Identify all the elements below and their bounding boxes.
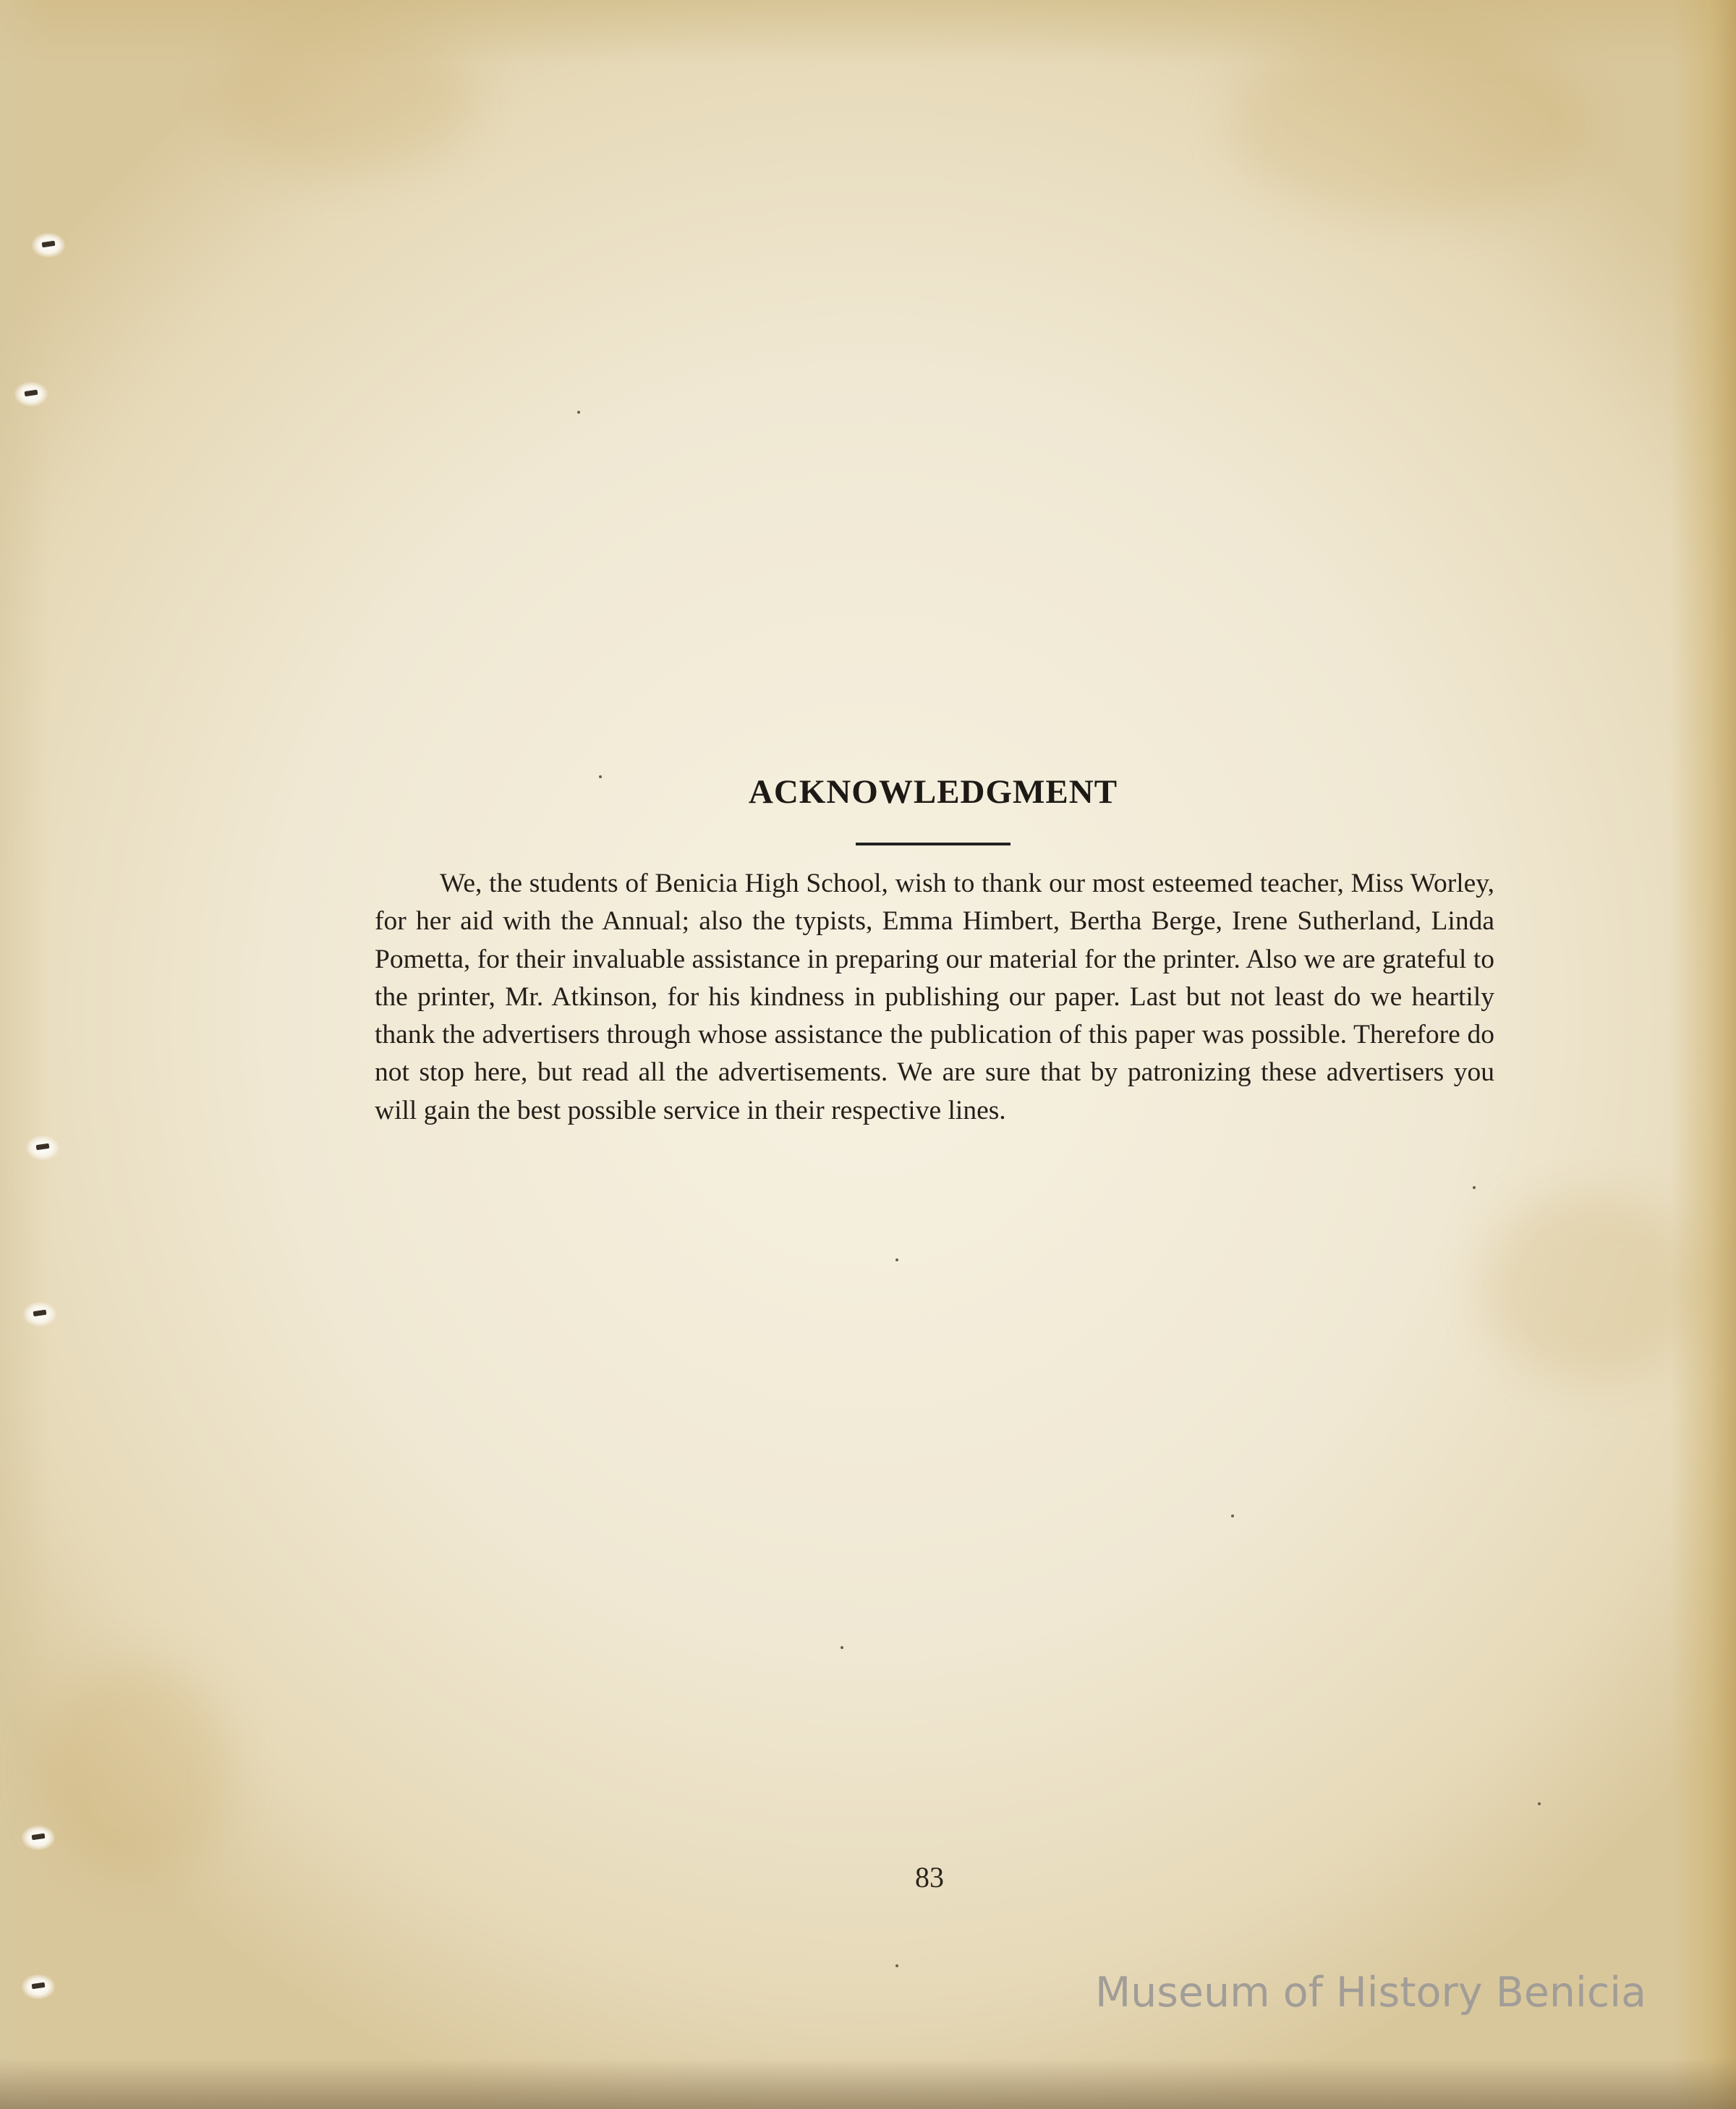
binder-hole <box>32 233 65 257</box>
paper-speck <box>841 1646 843 1649</box>
binder-hole <box>22 1825 55 1850</box>
paper-stain <box>217 29 477 174</box>
paper-speck <box>1231 1514 1234 1517</box>
paper-speck <box>1538 1802 1541 1805</box>
paper-edge-left <box>0 0 51 2109</box>
binder-hole <box>22 1974 55 1999</box>
paper-stain <box>1230 29 1591 217</box>
binder-hole <box>26 1136 59 1160</box>
paper-speck <box>895 1964 898 1967</box>
acknowledgment-paragraph: We, the students of Benicia High School, wish to thank our most esteemed teacher, Miss Worley, for her aid with the Annual; also the typists, Emma Himbert, Bertha Berge, Irene Sutherland, Linda Pometta, for their invaluable assistance in preparing our material for the printer. Also we are grateful to the printer, Mr. Atkinson, for his kindness in publishing our paper. Last but not least do we heartily thank the advertisers through whose assistance the publication of this paper was possible. Therefore do not stop here, but read all the advertisements. We are sure that by patronizing these advertisers you will gain the best possible service in their respective lines. <box>375 869 1494 1125</box>
binder-hole <box>23 1302 56 1326</box>
binder-hole <box>14 382 48 406</box>
paper-edge-bottom <box>0 2058 1736 2109</box>
paper-speck <box>895 1258 898 1261</box>
page-number: 83 <box>915 1861 944 1893</box>
paper-stain <box>1483 1193 1700 1381</box>
paper-edge-right <box>1671 0 1736 2109</box>
title-divider <box>856 843 1010 845</box>
page-title: ACKNOWLEDGMENT <box>748 773 1118 811</box>
paper-speck <box>1473 1186 1476 1189</box>
paper-stain <box>43 1663 231 1880</box>
paper-speck <box>577 411 580 414</box>
museum-watermark: Museum of History Benicia <box>1094 1969 1646 2016</box>
